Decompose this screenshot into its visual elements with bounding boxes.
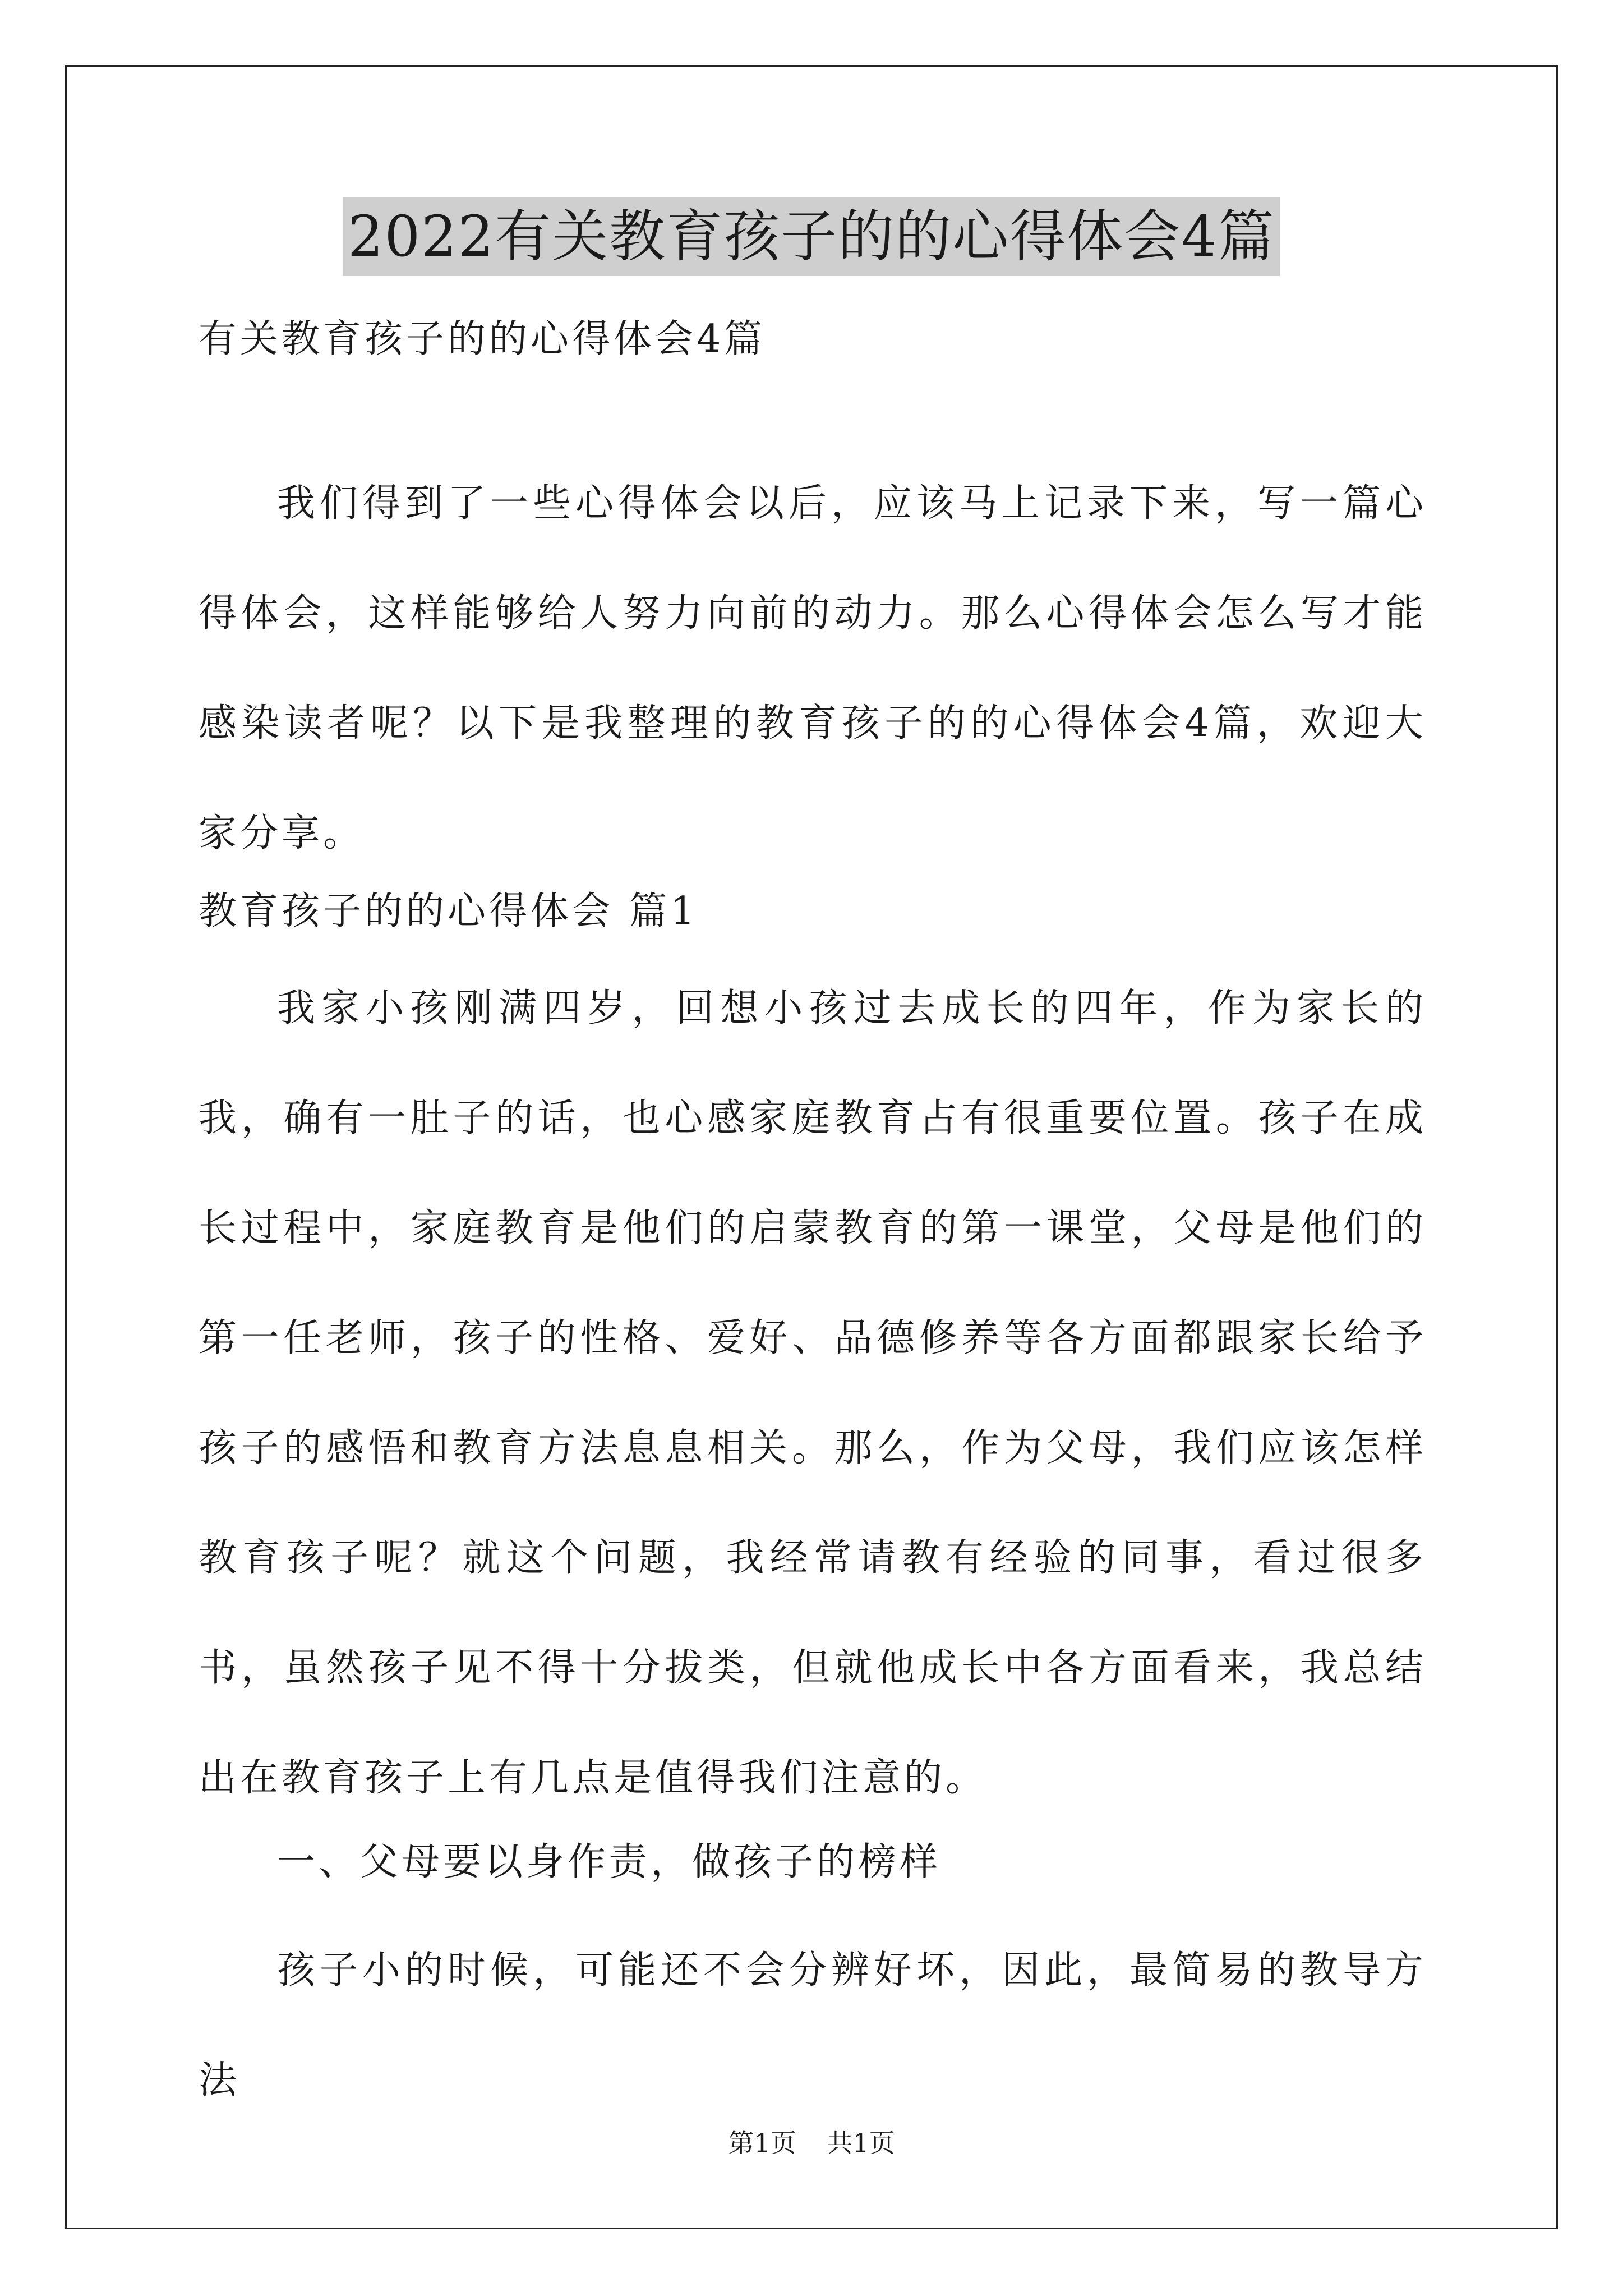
body-paragraph: 孩子小的时候，可能还不会分辨好坏，因此，最简易的教导方法 [199, 1948, 1427, 2102]
page-footer [0, 2126, 1623, 2160]
document-subtitle: 有关教育孩子的的心得体会4篇 [199, 317, 766, 361]
intro-paragraph: 我们得到了一些心得体会以后，应该马上记录下来，写一篇心得体会，这样能够给人努力向前的动力。那么心得体会怎么写才能感染读者呢？以下是我整理的教育孩子的的心得体会4篇，欢迎大家分享。 [199, 481, 1427, 855]
body-paragraph: 我家小孩刚满四岁，回想小孩过去成长的四年，作为家长的我，确有一肚子的话，也心感家庭教育占有很重要位置。孩子在成长过程中，家庭教育是他们的启蒙教育的第一课堂，父母是他们的第一任老师，孩子的性格、爱好、品德修养等各方面都跟家长给予孩子的感悟和教育方法息息相关。那么，作为父母，我们应该怎样教育孩子呢？就这个问题，我经常请教有经验的同事，看过很多书，虽然孩子见不得十分拔类，但就他成长中各方面看来，我总结出在教育孩子上有几点是值得我们注意的。 [199, 986, 1427, 1800]
title-container [0, 197, 1623, 276]
document-title: 2022有关教育孩子的的心得体会4篇 [343, 197, 1280, 276]
body-heading-paragraph: 一、父母要以身作责，做孩子的榜样 [277, 1840, 942, 1884]
page-number: 第1页 [728, 2128, 796, 2158]
page-total: 共1页 [827, 2128, 895, 2158]
section-title: 教育孩子的的心得体会 篇1 [199, 889, 698, 933]
